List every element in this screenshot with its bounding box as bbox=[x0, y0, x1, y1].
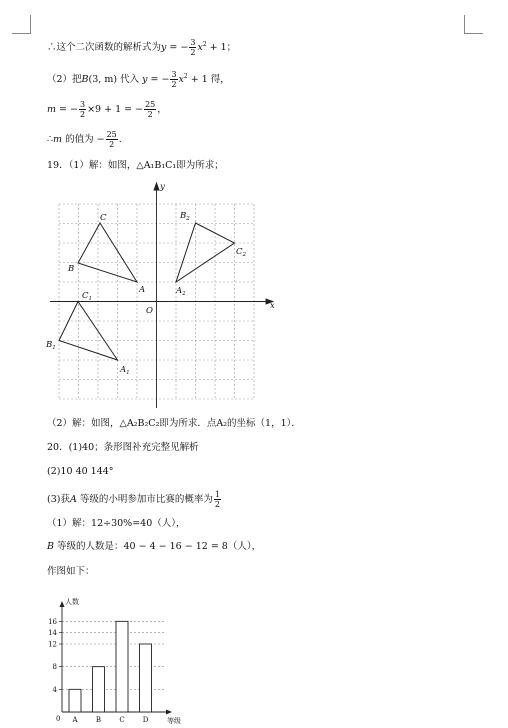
fraction bbox=[79, 100, 86, 119]
crop-mark-right bbox=[464, 33, 483, 34]
crop-mark-right bbox=[464, 15, 465, 33]
text: + 1； bbox=[206, 42, 237, 53]
exponent: 2 bbox=[183, 72, 188, 80]
y-tick-label: 8 bbox=[52, 663, 57, 672]
numerator: 3 bbox=[190, 38, 196, 47]
fraction bbox=[189, 38, 196, 57]
point-label-a1: $A_1$ bbox=[120, 365, 130, 376]
numerator: 3 bbox=[79, 100, 86, 109]
bar-C bbox=[116, 621, 128, 712]
origin-label: O bbox=[146, 306, 153, 316]
question-20-line: 20．(1)40；条形图补充完整见解析 bbox=[47, 442, 199, 453]
axis-label-x: x bbox=[270, 301, 275, 311]
solution-line-3 bbox=[47, 100, 167, 119]
x-axis-arrow bbox=[166, 710, 172, 715]
denominator: 2 bbox=[171, 80, 177, 89]
var-m: m bbox=[53, 134, 63, 145]
numerator: 25 bbox=[106, 130, 117, 139]
denominator: 2 bbox=[79, 110, 86, 119]
category-label: A bbox=[72, 716, 78, 724]
solution-1-line: （1）解：12÷30%=40（人）， bbox=[47, 518, 186, 529]
bar-D bbox=[140, 644, 152, 712]
numerator: 3 bbox=[171, 70, 177, 79]
bar-B bbox=[93, 667, 105, 712]
var-x: x bbox=[178, 74, 184, 85]
text: = − bbox=[56, 104, 78, 115]
triangle-a2b2c2 bbox=[176, 223, 235, 282]
text: 等级的小明参加市比赛的概率为 bbox=[76, 494, 213, 505]
text: ∴这个二次函数的解析式为 bbox=[47, 42, 162, 53]
coordinate-grid-figure bbox=[0, 180, 508, 420]
solution-line-2 bbox=[47, 70, 230, 89]
var-y: y bbox=[161, 42, 167, 53]
denominator: 2 bbox=[109, 140, 115, 149]
fraction bbox=[214, 490, 221, 509]
var-A: A bbox=[69, 494, 77, 505]
bar-chart bbox=[0, 594, 508, 724]
x-axis-label: 等级 bbox=[167, 717, 181, 724]
text: . bbox=[118, 134, 122, 145]
y-tick-label: 12 bbox=[48, 640, 57, 649]
var-y: y bbox=[142, 74, 148, 85]
point-label-c2: $C_2$ bbox=[236, 247, 247, 258]
text: ， bbox=[157, 104, 167, 115]
y-axis-label: 人数 bbox=[65, 598, 79, 606]
point-label-b1: $B_1$ bbox=[46, 340, 56, 351]
exponent: 2 bbox=[202, 40, 207, 48]
b-level-count-line bbox=[47, 541, 261, 553]
bar-A bbox=[69, 689, 81, 712]
draw-line: 作图如下： bbox=[47, 566, 95, 577]
y-tick-label: 16 bbox=[48, 617, 57, 626]
solution-line-1 bbox=[47, 38, 236, 57]
point-label-b2: $B_2$ bbox=[180, 211, 190, 222]
text: + 1 bbox=[187, 74, 208, 85]
numerator: 25 bbox=[145, 100, 156, 109]
text: ∴ bbox=[47, 134, 54, 145]
origin-label: 0 bbox=[56, 715, 61, 723]
fraction bbox=[106, 130, 118, 149]
answer-3-line bbox=[47, 490, 222, 509]
category-label: B bbox=[95, 716, 102, 724]
denominator: 2 bbox=[147, 110, 153, 119]
point-label-a: A bbox=[139, 285, 146, 295]
denominator: 2 bbox=[214, 500, 220, 509]
category-label: C bbox=[119, 716, 125, 724]
point: (3, m) bbox=[88, 74, 118, 85]
var-B: B bbox=[81, 74, 89, 85]
var-m: m bbox=[47, 104, 57, 115]
point-label-c: C bbox=[100, 213, 107, 223]
text: ×9 + 1 = − bbox=[87, 104, 144, 115]
crop-mark-left bbox=[12, 33, 31, 34]
y-tick-label: 4 bbox=[52, 685, 57, 694]
y-axis-arrow bbox=[60, 601, 65, 607]
text: 得， bbox=[210, 74, 230, 85]
point-label-c1: $C_1$ bbox=[82, 291, 93, 302]
text: = − bbox=[147, 74, 170, 85]
var-x: x bbox=[197, 42, 203, 53]
fraction bbox=[170, 70, 177, 89]
question-19-part2: （2）解：如图，△A₂B₂C₂即为所求．点A₂的坐标（1，1）． bbox=[47, 418, 301, 429]
text: (3)获 bbox=[47, 494, 70, 505]
answer-2-line: (2)10 40 144° bbox=[47, 466, 114, 477]
point-label-a2: $A_2$ bbox=[176, 286, 186, 297]
question-19-line: 19．（1）解：如图，△A₁B₁C₁即为所求； bbox=[47, 160, 224, 171]
triangle-abc bbox=[78, 223, 137, 282]
numerator: 1 bbox=[214, 490, 220, 499]
category-label: D bbox=[142, 716, 149, 724]
text: 代入 bbox=[117, 74, 143, 85]
y-tick-label: 14 bbox=[48, 629, 57, 638]
axis-label-y: y bbox=[160, 182, 165, 192]
denominator: 2 bbox=[190, 48, 196, 57]
text: （2）把 bbox=[47, 74, 82, 85]
triangle-a1b1c1 bbox=[59, 302, 118, 361]
solution-line-4 bbox=[47, 130, 122, 149]
text: = − bbox=[166, 42, 189, 53]
fraction bbox=[144, 100, 156, 119]
text: 的值为 − bbox=[62, 134, 105, 145]
var-B: B bbox=[47, 541, 54, 552]
text: 等级的人数是：40 − 4 − 16 − 12 = 8（人）， bbox=[53, 541, 262, 552]
crop-mark-left bbox=[30, 15, 31, 33]
point-label-b: B bbox=[68, 264, 75, 274]
